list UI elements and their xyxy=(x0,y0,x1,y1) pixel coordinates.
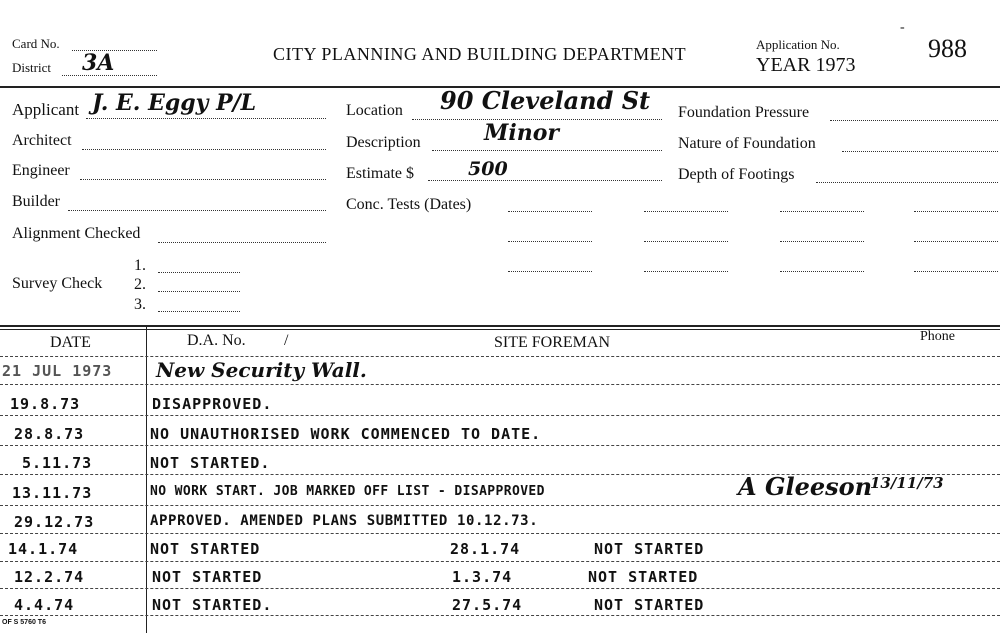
log-entry: NOT STARTED xyxy=(152,568,263,586)
description-line xyxy=(432,150,662,151)
architect-line xyxy=(82,149,326,150)
year-label: YEAR 1973 xyxy=(756,54,856,76)
builder-label: Builder xyxy=(12,193,60,210)
row-line xyxy=(0,615,1000,616)
conc-test-blank xyxy=(644,211,728,212)
survey-3-line xyxy=(158,311,240,312)
estimate-label: Estimate $ xyxy=(346,165,414,182)
log-date: 28.8.73 xyxy=(14,425,85,443)
card-no-label: Card No. xyxy=(12,36,60,51)
log-date: 14.1.74 xyxy=(8,540,79,558)
log-entry: New Security Wall. xyxy=(156,358,367,382)
log-date: 29.12.73 xyxy=(14,513,95,531)
applicant-value: J. E. Eggy P/L xyxy=(92,90,257,116)
district-value: 3A xyxy=(82,50,115,76)
signature-date: 13/11/73 xyxy=(870,474,944,492)
depth-footings-label: Depth of Footings xyxy=(678,166,795,183)
row-line xyxy=(0,445,1000,446)
architect-label: Architect xyxy=(12,132,72,149)
log-date-2: 27.5.74 xyxy=(452,596,523,614)
da-slash: / xyxy=(284,332,289,349)
signature-name: A Gleeson xyxy=(738,472,873,501)
site-foreman-header: SITE FOREMAN xyxy=(494,334,611,351)
log-date-2: 28.1.74 xyxy=(450,540,521,558)
engineer-label: Engineer xyxy=(12,162,70,179)
conc-test-blank xyxy=(508,211,592,212)
phone-header: Phone xyxy=(920,329,955,344)
nature-foundation-label: Nature of Foundation xyxy=(678,135,816,152)
district-label: District xyxy=(12,60,51,75)
log-date-2: 1.3.74 xyxy=(452,568,513,586)
department-title: CITY PLANNING AND BUILDING DEPARTMENT xyxy=(273,44,687,64)
description-value: Minor xyxy=(484,120,559,146)
log-entry: APPROVED. AMENDED PLANS SUBMITTED 10.12.73. xyxy=(150,513,539,529)
row-line xyxy=(0,384,1000,385)
district-line xyxy=(62,75,157,76)
conc-test-blank xyxy=(508,271,592,272)
row-line xyxy=(0,533,1000,534)
row-line xyxy=(0,505,1000,506)
conc-test-blank xyxy=(780,241,864,242)
foundation-pressure-line xyxy=(830,120,998,121)
da-no-header: D.A. No. xyxy=(187,332,246,349)
log-entry: NO UNAUTHORISED WORK COMMENCED TO DATE. xyxy=(150,425,542,443)
form-code: OF S 5760 T6 xyxy=(2,619,46,626)
row-line xyxy=(0,561,1000,562)
location-label: Location xyxy=(346,102,403,119)
log-entry: NOT STARTED. xyxy=(152,596,273,614)
log-date: 4.4.74 xyxy=(14,596,75,614)
log-entry-2: NOT STARTED xyxy=(594,596,705,614)
alignment-line xyxy=(158,242,326,243)
conc-test-blank xyxy=(914,271,998,272)
log-top-rule xyxy=(0,325,1000,327)
conc-test-blank xyxy=(914,241,998,242)
conc-test-blank xyxy=(644,271,728,272)
foundation-pressure-label: Foundation Pressure xyxy=(678,104,810,121)
survey-2-line xyxy=(158,291,240,292)
log-entry-2: NOT STARTED xyxy=(588,568,699,586)
alignment-label: Alignment Checked xyxy=(12,225,141,242)
log-date: 12.2.74 xyxy=(14,568,85,586)
header-row-line xyxy=(0,356,1000,357)
conc-test-blank xyxy=(914,211,998,212)
survey-1: 1. xyxy=(134,257,146,274)
applicant-label: Applicant xyxy=(12,100,80,119)
builder-line xyxy=(68,210,326,211)
log-date: 19.8.73 xyxy=(10,395,81,413)
log-entry: NO WORK START. JOB MARKED OFF LIST - DISAPPROVED xyxy=(150,484,545,499)
estimate-value: 500 xyxy=(468,158,508,180)
log-top-rule-2 xyxy=(0,329,1000,330)
survey-3: 3. xyxy=(134,296,146,313)
top-mark: - xyxy=(900,20,905,35)
log-entry: NOT STARTED. xyxy=(150,454,271,472)
row-line xyxy=(0,415,1000,416)
depth-footings-line xyxy=(816,182,998,183)
application-no-label: Application No. xyxy=(756,37,840,52)
application-number: 988 xyxy=(928,34,967,63)
log-date: 21 JUL 1973 xyxy=(2,362,113,380)
estimate-line xyxy=(428,180,662,181)
conc-test-blank xyxy=(508,241,592,242)
log-date: 5.11.73 xyxy=(22,454,93,472)
location-value: 90 Cleveland St xyxy=(440,86,651,115)
applicant-line xyxy=(86,118,326,119)
conc-test-blank xyxy=(780,271,864,272)
date-header: DATE xyxy=(50,334,91,351)
conc-tests-label: Conc. Tests (Dates) xyxy=(346,196,472,213)
log-entry: NOT STARTED xyxy=(150,540,261,558)
nature-foundation-line xyxy=(842,151,998,152)
log-entry-2: NOT STARTED xyxy=(594,540,705,558)
conc-test-blank xyxy=(644,241,728,242)
description-label: Description xyxy=(346,134,421,151)
log-date: 13.11.73 xyxy=(12,484,93,502)
log-entry: DISAPPROVED. xyxy=(152,395,273,413)
survey-1-line xyxy=(158,272,240,273)
row-line xyxy=(0,588,1000,589)
survey-label: Survey Check xyxy=(12,275,103,292)
engineer-line xyxy=(80,179,326,180)
conc-test-blank xyxy=(780,211,864,212)
survey-2: 2. xyxy=(134,276,146,293)
